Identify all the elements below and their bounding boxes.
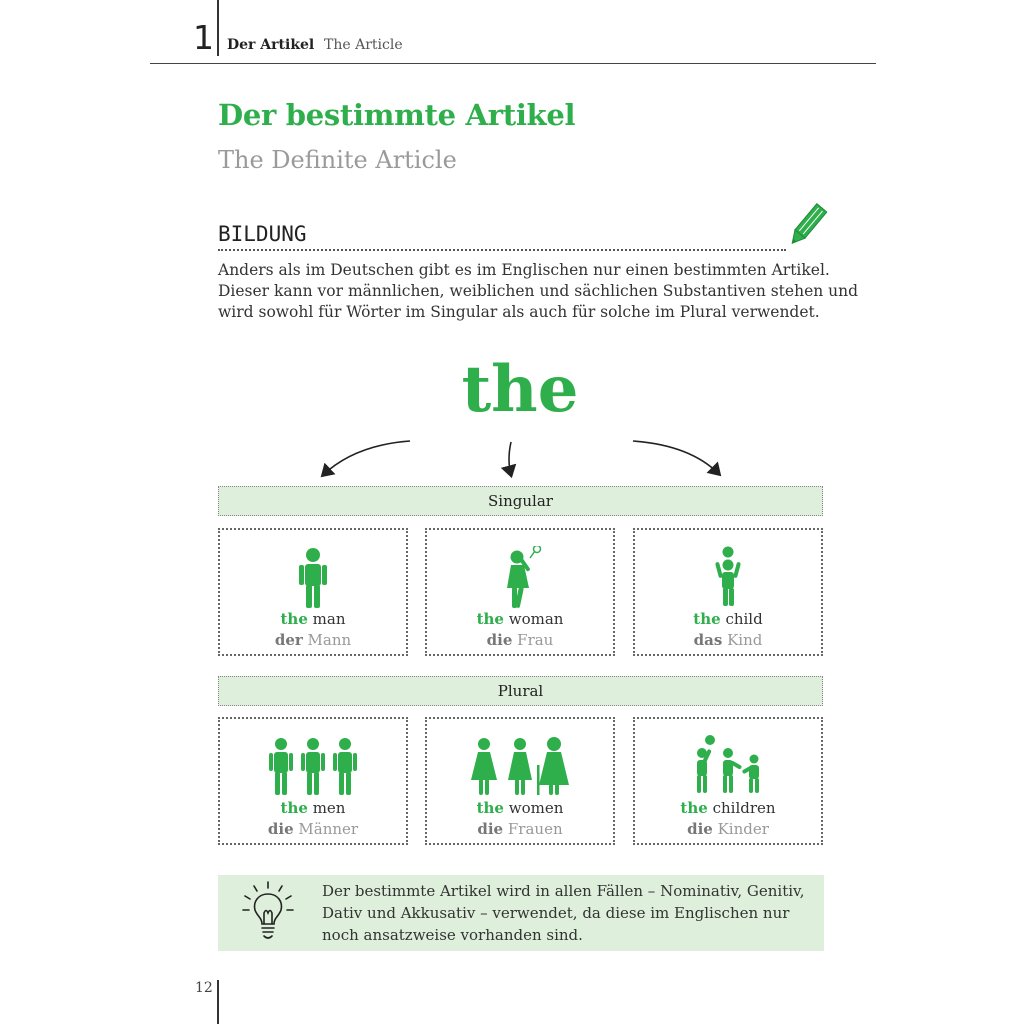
intro-line: wird sowohl für Wörter im Singular als auch für solche im Plural verwendet.: [218, 303, 820, 321]
german-phrase: der Mann: [274, 631, 352, 649]
german-phrase: die Männer: [267, 820, 359, 838]
card-the-men: [218, 717, 408, 845]
page-number: 12: [195, 980, 213, 996]
german-phrase: das Kind: [693, 631, 763, 649]
branch-arrows: [300, 430, 740, 485]
page-title: Der bestimmte Artikel: [218, 98, 576, 132]
children-group-icon: [635, 735, 821, 797]
german-phrase: die Frau: [486, 631, 554, 649]
page-subtitle: The Definite Article: [218, 146, 457, 174]
section-heading: BILDUNG: [218, 222, 307, 246]
chapter-divider: [217, 0, 219, 56]
footer-divider: [217, 980, 219, 1024]
card-the-man: [218, 528, 408, 656]
card-the-women: [425, 717, 615, 845]
english-phrase: the men: [280, 799, 346, 817]
card-the-children: [633, 717, 823, 845]
men-group-icon: [220, 735, 406, 797]
tip-line: noch ansatzweise vorhanden sind.: [322, 926, 583, 944]
english-phrase: the children: [680, 799, 776, 817]
section-rule: [218, 249, 786, 251]
english-phrase: the man: [280, 610, 346, 628]
card-the-child: [633, 528, 823, 656]
intro-line: Anders als im Deutschen gibt es im Englischen nur einen bestimmten Artikel.: [218, 261, 830, 279]
plural-label: Plural: [218, 676, 823, 706]
woman-with-flower-icon: [427, 546, 613, 608]
tip-line: Dativ und Akkusativ – verwendet, da diese im Englischen nur: [322, 904, 790, 922]
header-rule: [150, 63, 876, 64]
child-with-ball-icon: [635, 546, 821, 608]
pencil-icon: [784, 200, 828, 252]
english-phrase: the child: [693, 610, 763, 628]
chapter-number: 1: [193, 18, 214, 57]
tip-line: Der bestimmte Artikel wird in allen Fällen – Nominativ, Genitiv,: [322, 882, 805, 900]
women-group-icon: [427, 735, 613, 797]
big-article-word: the: [461, 352, 579, 427]
card-the-woman: [425, 528, 615, 656]
german-phrase: die Frauen: [477, 820, 563, 838]
man-icon: [220, 546, 406, 608]
english-phrase: the women: [476, 799, 564, 817]
chapter-title-de: Der Artikel: [227, 37, 315, 53]
lightbulb-icon: [240, 880, 296, 942]
chapter-title-en: The Article: [324, 37, 403, 53]
intro-paragraph: [218, 260, 859, 323]
tip-text: [322, 880, 812, 946]
singular-label: Singular: [218, 486, 823, 516]
english-phrase: the woman: [476, 610, 564, 628]
german-phrase: die Kinder: [687, 820, 769, 838]
intro-line: Dieser kann vor männlichen, weiblichen und sächlichen Substantiven stehen und: [218, 282, 859, 300]
